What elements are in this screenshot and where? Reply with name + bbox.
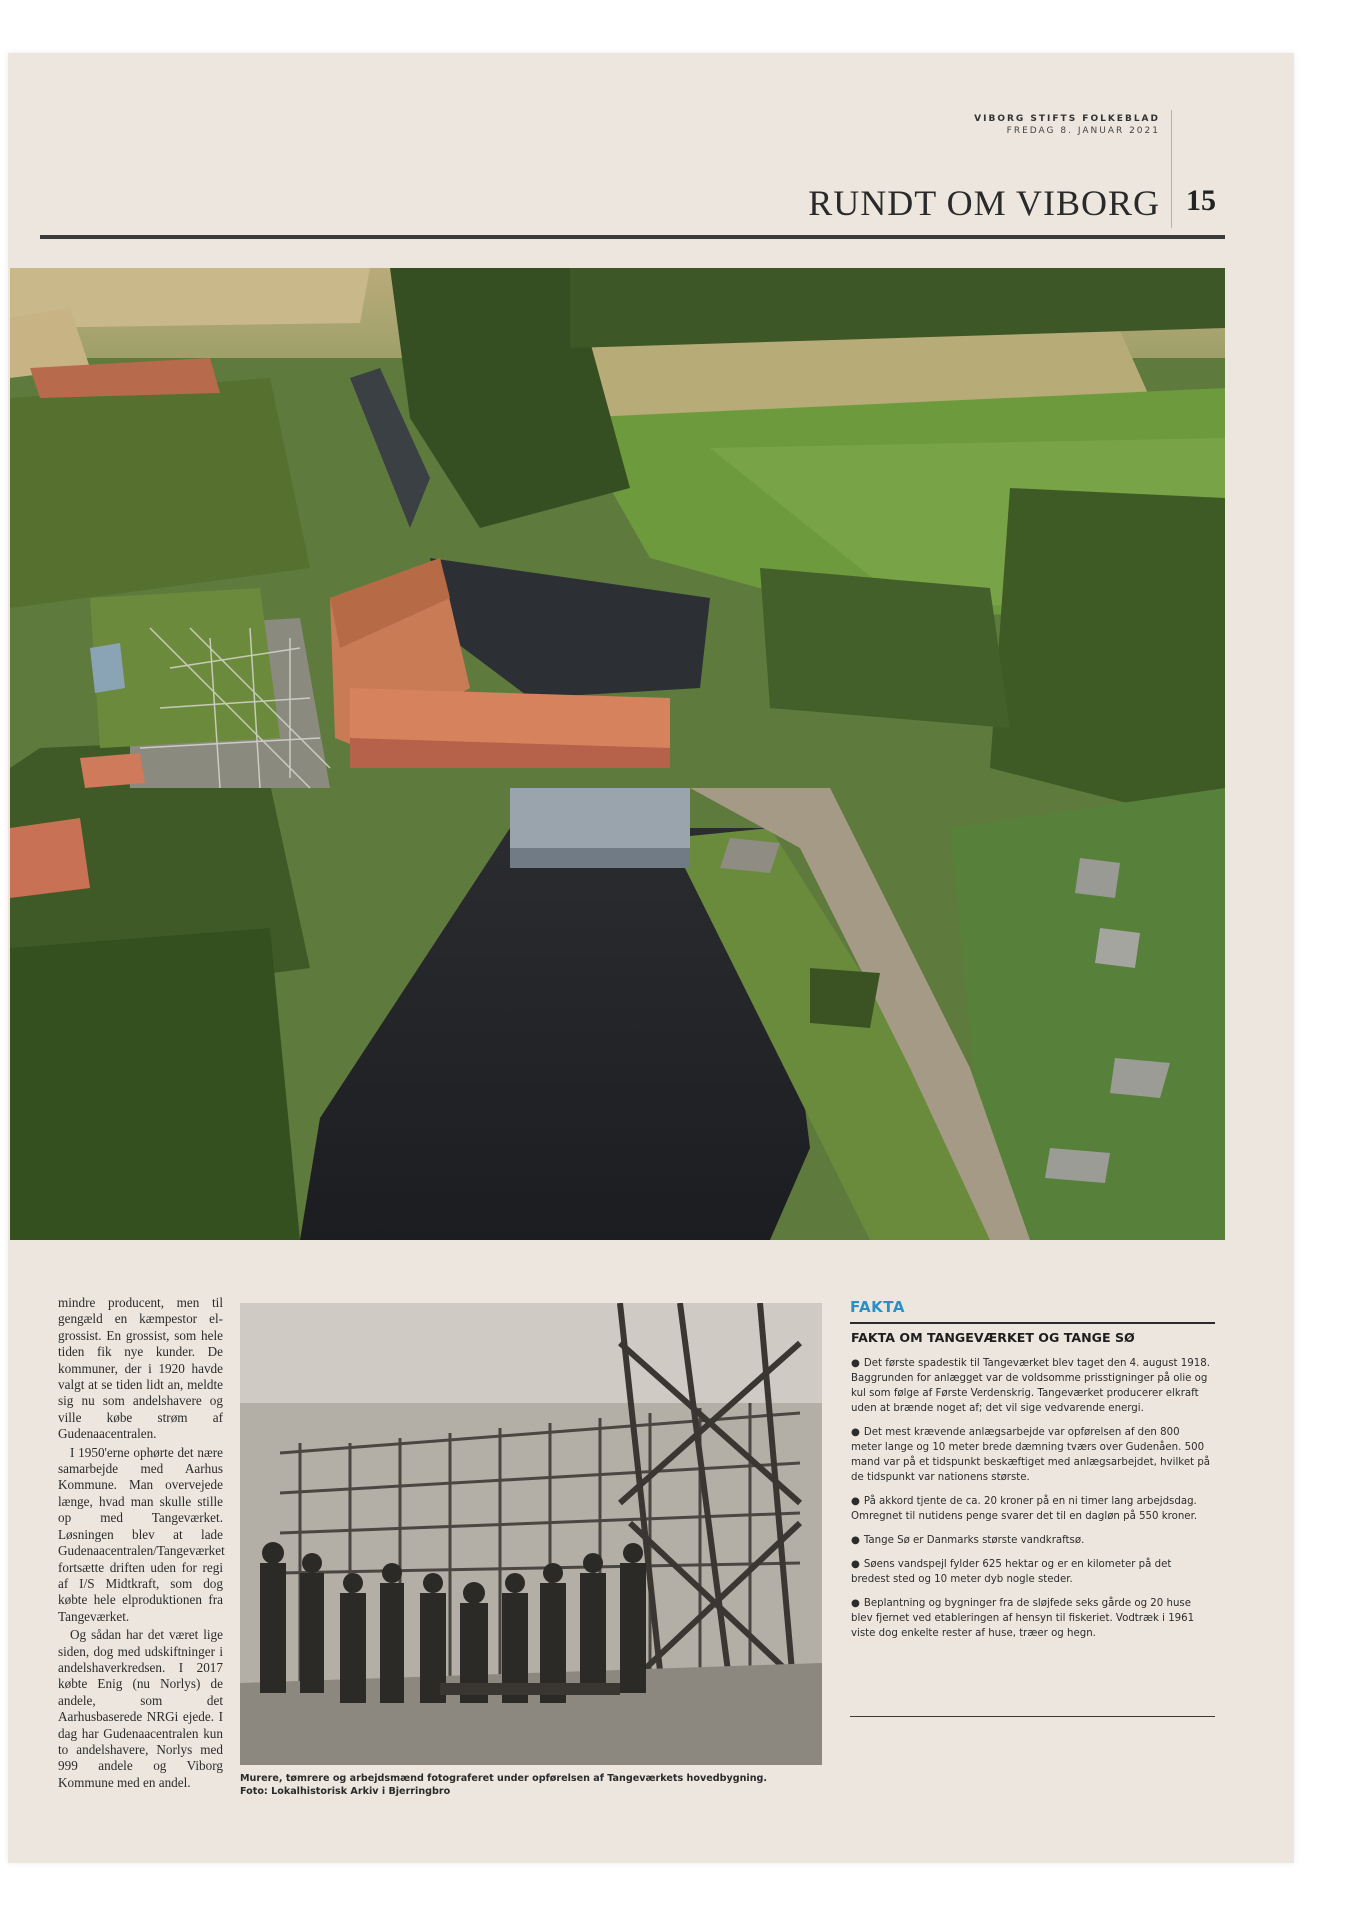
fakta-item-text: Tange Sø er Danmarks største vandkraftsø.: [863, 1535, 1085, 1546]
fakta-item: [851, 1494, 1213, 1524]
article-paragraph: Og sådan har det været lige siden, dog med udskiftninger i andelshaverkredsen. I 2017 købte Enig (nu Norlys) de andele, som det Aarhusbaserede NRGi ejede. I dag har Gudenaacentralen kun to andelshavere, Norlys med 999 andele og Viborg Kommune med en andel.: [58, 1627, 223, 1790]
fakta-item: [851, 1356, 1213, 1416]
issue-date: FREDAG 8. JANUAR 2021: [1006, 126, 1160, 136]
bullet-icon: ●: [851, 1427, 860, 1438]
bullet-icon: ●: [851, 1358, 860, 1369]
fakta-item-text: På akkord tjente de ca. 20 kroner på en ni timer lang arbejdsdag. Omregnet til nutidens penge svarer det til en dagløn på 550 kroner.: [851, 1496, 1198, 1522]
fakta-item: [851, 1425, 1213, 1485]
article-paragraph: I 1950'erne ophørte det nære samarbejde med Aarhus Kommune. Man overvejede længe, hvad man skulle stille op med Tangeværket. Løsningen blev at lade Gudenaacentralen/Tangeværket fortsætte driften uden for regi af I/S Midtkraft, som dog købte hele elproduktionen fra Tangeværket.: [58, 1444, 225, 1624]
fakta-item-text: Søens vandspejl fylder 625 hektar og er en kilometer på det bredest sted og 10 meter dyb nogle steder.: [851, 1559, 1172, 1585]
caption-credit: Foto: Lokalhistorisk Arkiv i Bjerringbro: [240, 1786, 451, 1797]
fakta-item-text: Det første spadestik til Tangeværket blev taget den 4. august 1918. Baggrunden for anlægget var de voldsomme prisstigninger på olie og kul som følge af Første Verdenskrig. Tangeværket producerer elkraft uden at brænde noget af; det vil sige vedvarende energi.: [851, 1358, 1210, 1414]
fakta-item: [851, 1557, 1213, 1587]
masthead: [800, 113, 1160, 137]
header-divider: [1171, 110, 1172, 228]
fakta-item: [851, 1596, 1213, 1641]
section-title: RUNDT OM VIBORG: [808, 183, 1160, 223]
bullet-icon: ●: [851, 1496, 860, 1507]
fakta-bottom-rule: [850, 1716, 1215, 1717]
aerial-photo: [10, 268, 1225, 1240]
fakta-item: [851, 1533, 1213, 1548]
fakta-list: [851, 1356, 1213, 1650]
historical-photo: [240, 1303, 822, 1765]
fakta-tag: FAKTA: [850, 1298, 905, 1316]
fakta-heading: FAKTA OM TANGEVÆRKET OG TANGE SØ: [851, 1330, 1135, 1345]
caption-text: Murere, tømrere og arbejdsmænd fotograferet under opførelsen af Tangeværkets hovedbygning.: [240, 1773, 768, 1784]
fakta-item-text: Det mest krævende anlægsarbejde var opførelsen af den 800 meter lange og 10 meter brede dæmning tværs over Gudenåen. 500 mand var på et tidspunkt beskæftiget med anlægsarbejdet, hvilket på de tidspunkt var nationens største.: [851, 1427, 1211, 1483]
bullet-icon: ●: [851, 1598, 860, 1609]
article-paragraph: mindre producent, men til gengæld en kæmpestor el-grossist. En grossist, som hele tiden fik nye kunder. De kommuner, der i 1920 havde valgt at se tiden lidt an, meldte sig nu som andelshavere og ville købe strøm af Gudenaacentralen.: [58, 1295, 223, 1442]
photo-caption: [240, 1772, 840, 1798]
page-number: 15: [1186, 184, 1216, 217]
fakta-item-text: Beplantning og bygninger fra de sløjfede seks gårde og 20 huse blev fjernet ved etableringen af hensyn til fiskeriet. Vodtræk i 1961 viste dog enkelte rester af huse, træer og hegn.: [851, 1598, 1195, 1639]
header-rule: [40, 235, 1225, 239]
bullet-icon: ●: [851, 1559, 860, 1570]
fakta-top-rule: [850, 1322, 1215, 1324]
bullet-icon: ●: [851, 1535, 860, 1546]
article-body: [58, 1295, 223, 1793]
paper-name: VIBORG STIFTS FOLKEBLAD: [974, 114, 1160, 124]
